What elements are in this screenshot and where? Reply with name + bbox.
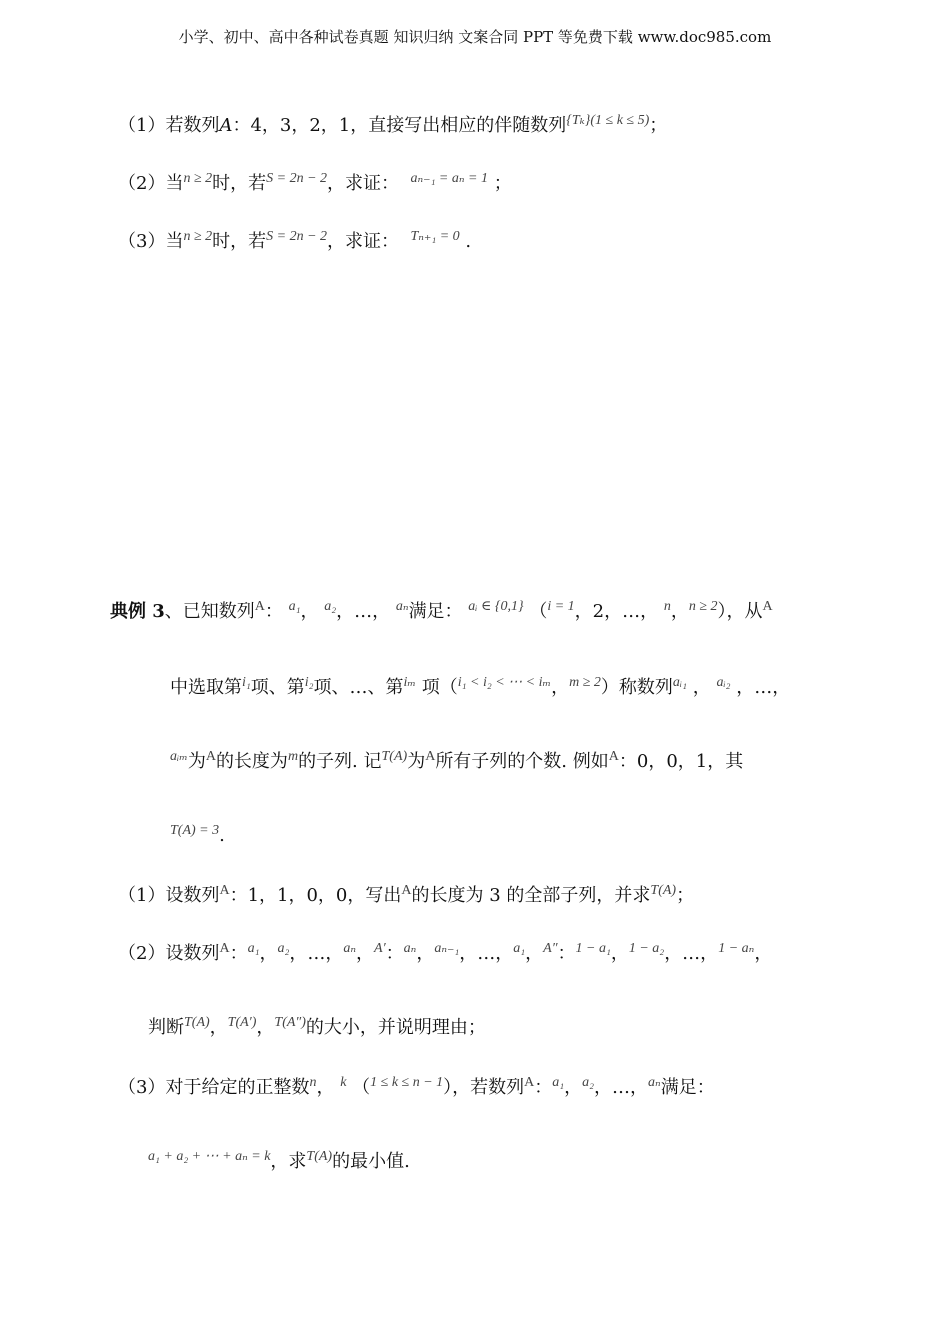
page-header: 小学、初中、高中各种试卷真题 知识归纳 文案合同 PPT 等免费下载 www.doc985.com [178,28,772,46]
example-title: 典例 3 [110,601,165,622]
question-1: （1）若数列A：4，3，2，1，直接写出相应的伴随数列$^{\{T_k\}(1 \le k \le 5)}$； [118,113,668,136]
example-3-question-1: （1）设数列$^A$：1，1，0，0，写出$^A$的长度为 3 的全部子列，并求$^{T(A)}$； [118,883,695,906]
example-3-line-3: $^{aᵢ_m}$为$^A$的长度为$^m$的子列. 记$^{T(A)}$为$^A$所有子列的个数. 例如$^A$：0，0，1，其 [170,749,744,772]
example-3-line-2: 中选取第$^{i_1}$项、第$^{i_2}$项、…、第$^{i_m}$ 项（$^{i_1 < i_2 < \cdots < i_m}$，$^{m \ge 2}$）称数列$^{aᵢ_1}$ ， $^{aᵢ_2}$ ，…， [170,675,791,698]
question-3: （3）当$^{n \ge 2}$时，若$^{S = 2n - 2}$，求证： $^{T_{n+1} = 0}$ . [118,229,472,252]
question-2: （2）当$^{n \ge 2}$时，若$^{S = 2n - 2}$，求证： $^{a_{n-1} = a_n = 1}$ ； [118,171,512,194]
example-3-question-3: （3）对于给定的正整数$^n$， $^k$ （$^{1 \le k \le n - 1}$），若数列$^A$：$^{a_1}$，$^{a_2}$，…，$^{a_n}$满足： [118,1075,715,1098]
example-3-question-2: （2）设数列$^A$：$^{a_1}$，$^{a_2}$，…，$^{a_n}$，$^{A'}$：$^{a_n}$，$^{a_{n-1}}$，…，$^{a_1}$，$^{A''}$：$^{1 - a_1}$，$^{1 - a_2}$，…，$^{1 - a_n}$， [118,941,773,964]
example-3-line-1: 典例 3、已知数列$^A$： $^{a_1}$， $^{a_2}$，…， $^{a_n}$满足： $^{aᵢ \in \{0,1\}}$ （$^{i = 1}$，2，…， $^n$，$^{n \ge 2}$），从$^A$ [110,599,773,622]
example-3-question-2-cont: 判断$^{T(A)}$，$^{T(A')}$，$^{T(A'')}$的大小，并说明理由； [148,1015,486,1038]
example-3-line-4: $^{T(A) = 3}$. [170,823,225,846]
example-3-question-3-cont: $^{a_1 + a_2 + \cdots + a_n = k}$，求$^{T(A)}$的最小值. [148,1149,410,1172]
